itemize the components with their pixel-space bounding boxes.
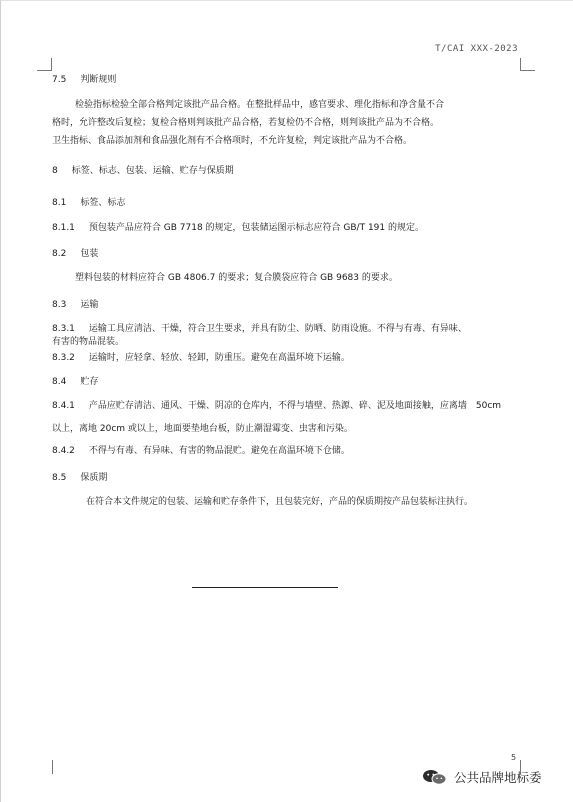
section-heading-7-5: 7.5 判断规则 (52, 75, 117, 85)
crop-mark-top-left (37, 58, 52, 71)
page-number: 5 (511, 753, 517, 762)
section-heading-8-4: 8.4 贮存 (52, 377, 99, 387)
wechat-icon (422, 769, 448, 785)
clause-8-1-1: 8.1.1 预包装产品应符合 GB 7718 的规定，包装储运图示标志应符合 GB/T 191 的规定。 (52, 223, 424, 233)
end-rule (192, 587, 338, 588)
clause-8-4-2: 8.4.2 不得与有毒、有异味、有害的物品混贮。避免在高温环境下仓储。 (52, 446, 350, 456)
section-heading-8-2: 8.2 包装 (52, 249, 99, 259)
clause-8-4-1-continuation: 以上，离地 20cm 或以上，地面要垫地台板，防止潮湿霉变、虫害和污染。 (52, 424, 353, 434)
document-code: T/CAI XXX-2023 (435, 44, 518, 54)
clause-8-3-1: 8.3.1 运输工具应清洁、干燥，符合卫生要求，并具有防尘、防晒、防雨设施。不得与有毒、有异味、 (52, 324, 467, 334)
paragraph-line: 检验指标检验全部合格判定该批产品合格。在整批样品中，感官要求、理化指标和净含量不合 (75, 100, 445, 110)
crop-mark-bottom-left (52, 760, 53, 774)
clause-8-3-2: 8.3.2 运输时，应轻拿、轻放、轻卸，防重压。避免在高温环境下运输。 (52, 353, 350, 363)
crop-mark-top-right (520, 58, 535, 71)
section-heading-8-3: 8.3 运输 (52, 300, 99, 310)
paragraph-line: 格时，允许整改后复检；复检合格则判该批产品合格，若复检仍不合格，则判该批产品为不合格。 (52, 118, 440, 128)
paragraph-line: 卫生指标、食品添加剂和食品强化剂有不合格项时，不允许复检，判定该批产品为不合格。 (52, 136, 413, 146)
section-heading-8: 8 标签、标志、包装、运输、贮存与保质期 (52, 166, 234, 176)
paragraph-line: 塑料包装的材料应符合 GB 4806.7 的要求；复合膜袋应符合 GB 9683 的要求。 (75, 273, 398, 283)
watermark (422, 768, 542, 786)
section-heading-8-5: 8.5 保质期 (52, 473, 108, 483)
watermark-text: 公共品牌地标委 (454, 770, 542, 785)
clause-8-4-1: 8.4.1 产品应贮存清洁、通风、干燥、阴凉的仓库内，不得与墙壁、热源、碎、泥及地面接触，应离墙 50cm (52, 401, 502, 411)
paragraph-line: 在符合本文件规定的包装、运输和贮存条件下，且包装完好，产品的保质期按产品包装标注执行。 (86, 497, 474, 507)
section-heading-8-1: 8.1 标签、标志 (52, 198, 126, 208)
clause-8-3-1-continuation: 有害的物品混装。 (52, 337, 125, 347)
